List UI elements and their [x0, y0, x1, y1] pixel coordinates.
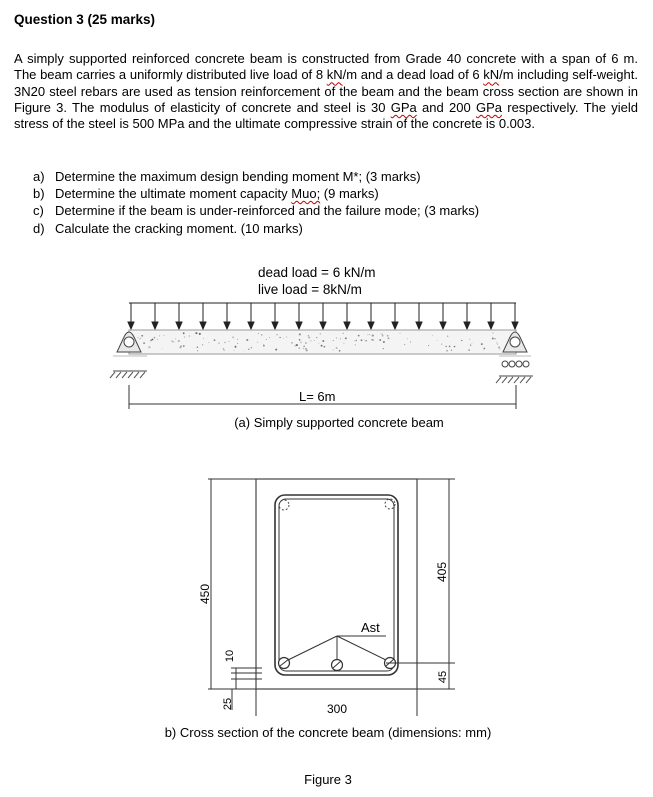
concrete-beam: [129, 330, 516, 354]
concrete-speckle: [171, 340, 173, 342]
concrete-speckle: [499, 349, 500, 350]
concrete-speckle: [410, 341, 411, 342]
concrete-speckle: [263, 345, 265, 347]
concrete-speckle: [336, 337, 337, 338]
concrete-speckle: [286, 336, 287, 337]
height-label: 450: [198, 583, 212, 605]
concrete-speckle: [361, 339, 363, 341]
section-caption: b) Cross section of the concrete beam (dimensions: mm): [164, 725, 492, 740]
concrete-speckle: [197, 350, 198, 351]
concrete-speckle: [299, 347, 300, 348]
concrete-speckle: [382, 335, 384, 337]
concrete-speckle: [308, 335, 309, 336]
load-arrow-head-icon: [344, 322, 350, 329]
load-arrow-head-icon: [296, 322, 302, 329]
concrete-speckle: [381, 333, 382, 334]
live-load-label: live load = 8kN/m: [258, 282, 362, 297]
concrete-speckle: [283, 338, 284, 339]
concrete-speckle: [261, 334, 263, 336]
concrete-speckle: [355, 344, 356, 345]
distributed-load-arrows: [128, 303, 518, 329]
concrete-speckle: [322, 340, 324, 342]
concrete-speckle: [291, 342, 293, 344]
concrete-speckle: [365, 340, 366, 341]
part-label: b): [33, 186, 45, 202]
concrete-speckle: [232, 336, 234, 338]
load-arrow-head-icon: [416, 322, 422, 329]
concrete-speckle: [224, 350, 225, 351]
concrete-speckle: [258, 333, 259, 334]
concrete-speckle: [333, 340, 334, 341]
dead-load-label: dead load = 6 kN/m: [258, 265, 376, 280]
load-arrow-head-icon: [512, 322, 518, 329]
paragraph-unit-gpa-1: GPa: [390, 99, 417, 115]
concrete-speckle: [496, 342, 497, 343]
paragraph-text-5: respectively. The yield stress of the steel is 500 MPa and the ultimate compressive strain of the concrete is 0.003.: [14, 99, 638, 132]
concrete-speckle: [321, 345, 323, 347]
concrete-speckle: [183, 345, 185, 347]
concrete-speckle: [157, 339, 158, 340]
load-arrow-head-icon: [488, 322, 494, 329]
concrete-speckle: [235, 346, 237, 348]
concrete-speckle: [364, 339, 365, 340]
part-label: d): [33, 220, 45, 236]
concrete-speckle: [343, 333, 344, 334]
concrete-speckle: [223, 348, 224, 349]
paragraph-text-4: and 200: [416, 99, 476, 115]
part-symbol: Muo;: [291, 186, 321, 202]
concrete-speckle: [257, 342, 258, 343]
concrete-speckle: [197, 347, 199, 349]
concrete-speckle: [372, 339, 374, 341]
concrete-speckle: [498, 346, 500, 348]
concrete-speckle: [164, 335, 165, 336]
concrete-speckle: [195, 332, 197, 334]
concrete-speckle: [173, 341, 174, 342]
concrete-speckle: [301, 342, 302, 343]
concrete-speckle: [224, 342, 226, 344]
concrete-speckle: [305, 348, 307, 350]
paragraph-unit-kn-2: kN: [483, 67, 500, 83]
concrete-speckle: [333, 350, 334, 351]
concrete-speckle: [494, 338, 495, 339]
load-arrow-head-icon: [392, 322, 398, 329]
concrete-speckle: [446, 350, 448, 352]
concrete-speckle: [303, 346, 304, 347]
concrete-speckle: [279, 337, 280, 338]
concrete-speckle: [445, 346, 447, 348]
concrete-speckle: [324, 346, 326, 348]
concrete-speckle: [372, 335, 374, 337]
concrete-speckle: [343, 343, 344, 344]
concrete-speckle: [269, 337, 270, 338]
width-label: 300: [326, 702, 348, 716]
concrete-speckle: [178, 340, 180, 342]
concrete-speckle: [461, 340, 462, 341]
concrete-speckle: [199, 333, 201, 335]
concrete-speckle: [234, 350, 235, 351]
ast-label: Ast: [361, 620, 380, 635]
concrete-speckle: [148, 346, 150, 348]
concrete-speckle: [154, 337, 156, 339]
load-arrow-head-icon: [152, 322, 158, 329]
load-arrow-head-icon: [368, 322, 374, 329]
concrete-speckle: [314, 340, 315, 341]
concrete-speckle: [355, 340, 356, 341]
load-arrow-head-icon: [272, 322, 278, 329]
concrete-speckle: [237, 343, 238, 344]
part-text: Determine if the beam is under-reinforced and the failure mode; (3 marks): [55, 203, 480, 219]
concrete-speckle: [299, 339, 301, 341]
span-label: L= 6m: [299, 389, 336, 404]
concrete-speckle: [303, 348, 304, 349]
concrete-speckle: [383, 348, 384, 349]
concrete-speckle: [404, 344, 405, 345]
load-arrow-head-icon: [224, 322, 230, 329]
paragraph-text-2: /m and a dead load of 6: [342, 67, 484, 83]
concrete-speckle: [202, 344, 203, 345]
concrete-speckle: [492, 332, 493, 333]
concrete-speckle: [454, 346, 456, 348]
concrete-speckle: [345, 337, 347, 339]
part-text: Determine the ultimate moment capacity: [55, 186, 292, 202]
concrete-speckle: [141, 335, 143, 337]
concrete-speckle: [441, 343, 443, 345]
paragraph-text-1: A simply supported reinforced concrete beam is constructed from Grade 40 concrete with a span of 6 m. The beam carries a uniformly distributed live load of 8: [14, 51, 638, 83]
concrete-speckle: [400, 333, 401, 334]
concrete-speckle: [275, 349, 277, 351]
concrete-speckle: [369, 334, 370, 335]
load-arrow-head-icon: [200, 322, 206, 329]
load-arrow-head-icon: [320, 322, 326, 329]
concrete-speckle: [388, 337, 390, 339]
concrete-speckle: [379, 339, 381, 341]
load-arrow-head-icon: [176, 322, 182, 329]
concrete-speckle: [469, 339, 470, 340]
concrete-speckle: [310, 340, 311, 341]
load-arrow-head-icon: [464, 322, 470, 329]
effective-depth-label: 405: [435, 561, 449, 583]
concrete-speckle: [339, 350, 341, 352]
beam-body: [129, 330, 516, 354]
concrete-speckle: [214, 339, 216, 341]
concrete-speckle: [299, 333, 301, 335]
concrete-speckle: [497, 343, 498, 344]
part-marks: (9 marks): [320, 186, 379, 202]
concrete-speckle: [300, 342, 301, 343]
concrete-speckle: [138, 337, 139, 338]
concrete-speckle: [356, 340, 357, 341]
concrete-speckle: [468, 349, 469, 350]
concrete-speckle: [316, 337, 317, 338]
concrete-speckle: [218, 342, 220, 344]
cover-label: 45: [437, 670, 449, 684]
concrete-speckle: [447, 336, 448, 337]
concrete-speckle: [449, 346, 451, 348]
concrete-speckle: [428, 345, 429, 346]
concrete-speckle: [237, 339, 238, 340]
paragraph-unit-kn-1: kN: [326, 67, 343, 83]
concrete-speckle: [183, 332, 185, 334]
concrete-speckle: [251, 347, 252, 348]
concrete-speckle: [203, 338, 204, 339]
question-heading: Question 3 (25 marks): [14, 12, 156, 27]
concrete-speckle: [295, 345, 297, 347]
paragraph-unit-gpa-2: GPa: [475, 99, 502, 115]
concrete-speckle: [246, 339, 248, 341]
concrete-speckle: [451, 350, 452, 351]
bottom-cover-label: 25: [222, 697, 234, 711]
concrete-speckle: [387, 335, 389, 337]
concrete-speckle: [184, 336, 185, 337]
concrete-speckle: [318, 343, 319, 344]
concrete-speckle: [306, 349, 308, 351]
concrete-speckle: [336, 347, 338, 349]
concrete-speckle: [180, 345, 182, 347]
load-arrow-head-icon: [248, 322, 254, 329]
concrete-speckle: [150, 340, 152, 342]
figure-title: Figure 3: [304, 772, 352, 787]
load-arrow-head-icon: [440, 322, 446, 329]
beam-caption: (a) Simply supported concrete beam: [234, 415, 444, 430]
concrete-speckle: [189, 335, 190, 336]
concrete-speckle: [481, 343, 483, 345]
concrete-speckle: [229, 341, 230, 342]
concrete-speckle: [263, 344, 264, 345]
concrete-speckle: [471, 343, 472, 344]
concrete-speckle: [340, 338, 341, 339]
cross-section: [198, 479, 455, 716]
concrete-speckle: [152, 339, 153, 340]
concrete-speckle: [470, 344, 471, 345]
part-label: a): [33, 169, 45, 184]
paragraph-text-3: /m including self-weight. 3N20 steel rebars are used as tension reinforcement of the beam and the beam cross section are shown in Figure 3. The modulus of elasticity of concrete and steel is 30: [14, 67, 638, 115]
concrete-speckle: [159, 335, 160, 336]
concrete-speckle: [139, 338, 141, 340]
concrete-speckle: [305, 342, 307, 344]
concrete-speckle: [492, 337, 494, 339]
concrete-speckle: [162, 348, 163, 349]
concrete-speckle: [381, 334, 383, 336]
concrete-speckle: [308, 337, 310, 339]
part-text: Determine the maximum design bending moment M*; (3 marks): [55, 169, 421, 184]
concrete-speckle: [367, 334, 368, 335]
concrete-speckle: [266, 339, 267, 340]
part-label: c): [33, 203, 44, 219]
concrete-speckle: [483, 348, 485, 350]
concrete-speckle: [358, 335, 360, 337]
concrete-speckle: [276, 334, 278, 336]
concrete-speckle: [407, 338, 408, 339]
concrete-speckle: [244, 351, 245, 352]
concrete-speckle: [383, 341, 385, 343]
concrete-speckle: [175, 338, 176, 339]
concrete-speckle: [320, 333, 321, 334]
concrete-speckle: [208, 342, 209, 343]
concrete-speckle: [437, 340, 438, 341]
concrete-speckle: [248, 348, 250, 350]
concrete-speckle: [432, 335, 433, 336]
bar-offset-label: 10: [224, 649, 236, 663]
concrete-speckle: [143, 342, 145, 344]
part-text: Calculate the cracking moment. (10 marks): [55, 220, 303, 236]
load-arrow-head-icon: [128, 322, 134, 329]
